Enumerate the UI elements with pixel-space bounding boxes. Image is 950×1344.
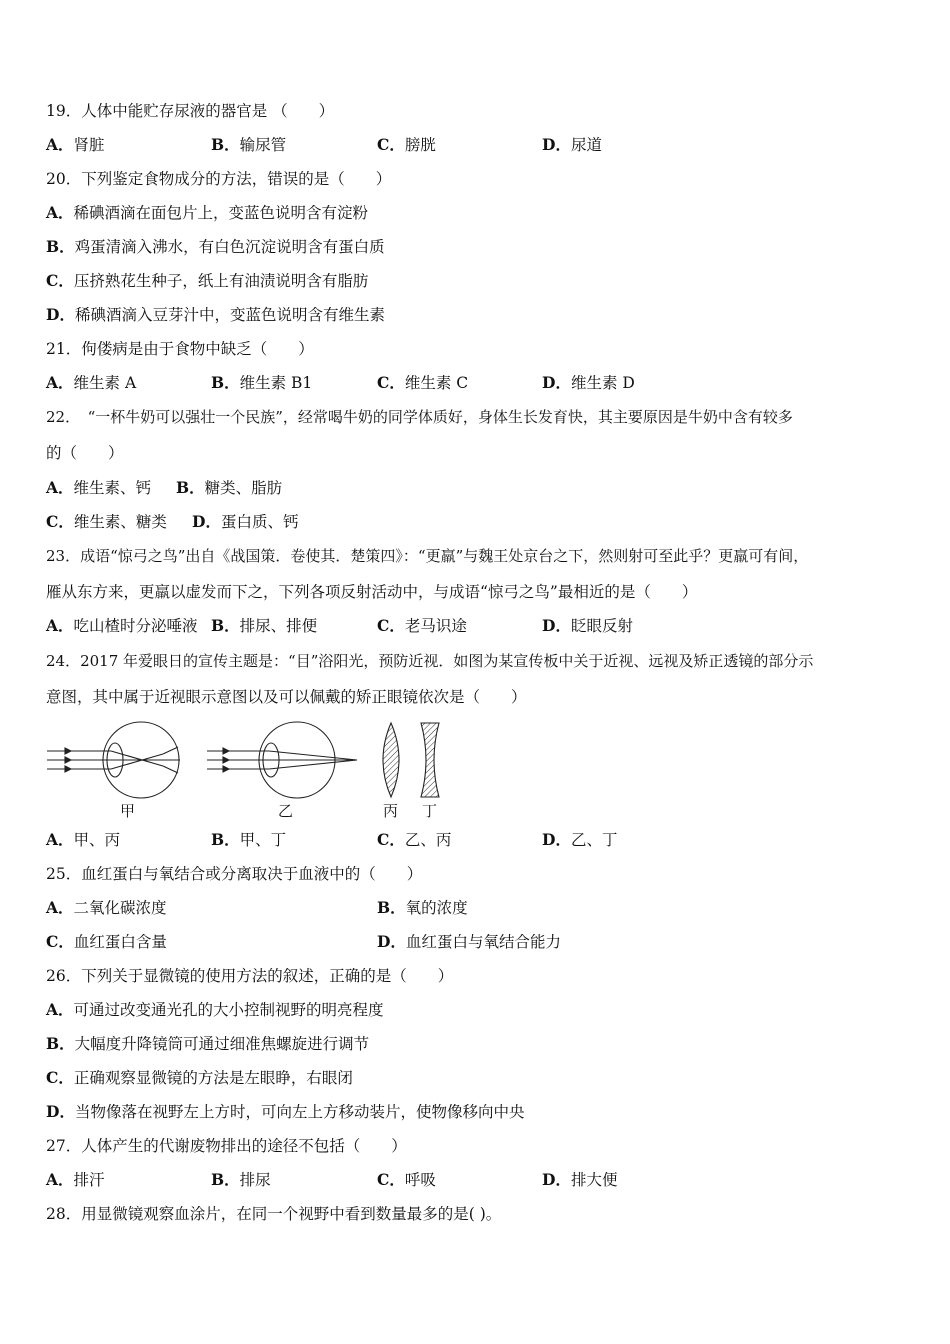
q23-stem-line2: 雁从东方来，更羸以虚发而下之，下列各项反射活动中，与成语“惊弓之鸟”最相近的是（ ） xyxy=(46,583,698,601)
q22-option-a xyxy=(46,478,151,498)
option-label: D． xyxy=(542,135,571,154)
q21-stem: 21．佝偻病是由于食物中缺乏（ ） xyxy=(46,340,314,358)
option-label: C． xyxy=(377,135,405,154)
option-label: D． xyxy=(46,305,75,324)
option-text: 维生素 B1 xyxy=(239,374,313,392)
option-text: 可通过改变通光孔的大小控制视野的明亮程度 xyxy=(73,1001,384,1019)
q26-stem: 26．下列关于显微镜的使用方法的叙述，正确的是（ ） xyxy=(46,967,454,985)
option-label: A． xyxy=(46,616,74,635)
option-label: D． xyxy=(542,1170,571,1189)
q24-option-a xyxy=(46,830,120,850)
hyperopia-eye-diagram xyxy=(207,722,357,798)
option-text: 排汗 xyxy=(73,1171,105,1189)
q24-option-d xyxy=(542,830,617,850)
q26-option-a xyxy=(46,1000,384,1020)
q25-option-d xyxy=(377,932,561,952)
option-text: 蛋白质、钙 xyxy=(220,513,299,531)
option-text: 大幅度升降镜筒可通过细准焦螺旋进行调节 xyxy=(74,1035,370,1053)
option-text: 排尿、排便 xyxy=(239,617,318,635)
option-label: A． xyxy=(46,1000,74,1019)
option-label: B． xyxy=(176,478,205,497)
q23-stem-line1: 23．成语“惊弓之鸟”出自《战国策．卷使其．楚策四》：“更羸”与魏王处京台之下，然则射可至此乎？更羸可有间， xyxy=(46,547,809,565)
q27-option-d xyxy=(542,1170,617,1190)
option-text: 当物像落在视野左上方时，可向左上方移动装片，使物像移向中央 xyxy=(74,1103,525,1121)
option-text: 肾脏 xyxy=(73,136,105,154)
option-label: C． xyxy=(377,1170,405,1189)
q19-option-a xyxy=(46,135,105,155)
option-label: A． xyxy=(46,203,74,222)
q19-option-c xyxy=(377,135,436,155)
option-text: 血红蛋白与氧结合能力 xyxy=(405,933,561,951)
option-text: 老马识途 xyxy=(404,617,467,635)
q22-option-c xyxy=(46,512,167,532)
option-text: 膀胱 xyxy=(404,136,436,154)
q20-option-c xyxy=(46,271,368,291)
q24-option-b xyxy=(211,830,286,850)
option-text: 血红蛋白含量 xyxy=(73,933,167,951)
q21-option-c xyxy=(377,373,468,393)
q26-option-b xyxy=(46,1034,369,1054)
q22-stem-line2: 的（ ） xyxy=(46,444,124,462)
q21-option-d xyxy=(542,373,635,393)
option-label: A． xyxy=(46,478,74,497)
option-label: B． xyxy=(211,616,240,635)
option-label: C． xyxy=(46,512,74,531)
q19-option-b xyxy=(211,135,286,155)
option-text: 维生素 C xyxy=(404,374,469,392)
option-text: 维生素 A xyxy=(73,374,137,392)
option-label: B． xyxy=(377,898,406,917)
q23-option-d xyxy=(542,616,633,636)
option-text: 糖类、脂肪 xyxy=(204,479,283,497)
option-text: 维生素、糖类 xyxy=(73,513,167,531)
convex-lens-icon xyxy=(383,723,399,797)
option-label: D． xyxy=(542,616,571,635)
option-label: B． xyxy=(46,1034,75,1053)
figure-label-bing: 丙 xyxy=(383,802,399,820)
option-label: D． xyxy=(46,1102,75,1121)
q27-option-a xyxy=(46,1170,105,1190)
q27-option-b xyxy=(211,1170,271,1190)
q25-stem: 25．血红蛋白与氧结合或分离取决于血液中的（ ） xyxy=(46,865,423,883)
option-label: C． xyxy=(46,932,74,951)
option-label: D． xyxy=(377,932,406,951)
option-label: A． xyxy=(46,898,74,917)
option-label: D． xyxy=(542,830,571,849)
q26-option-d xyxy=(46,1102,524,1122)
figure-label-jia: 甲 xyxy=(120,802,136,820)
option-label: B． xyxy=(211,373,240,392)
option-label: A． xyxy=(46,1170,74,1189)
option-label: D． xyxy=(192,512,221,531)
q23-option-c xyxy=(377,616,467,636)
option-text: 排大便 xyxy=(570,1171,618,1189)
option-label: C． xyxy=(377,616,405,635)
q25-option-c xyxy=(46,932,167,952)
q24-stem-line1: 24．2017 年爱眼日的宣传主题是：“目”浴阳光，预防近视．如图为某宣传板中关于近视、远视及矫正透镜的部分示 xyxy=(46,652,814,670)
option-text: 吃山楂时分泌唾液 xyxy=(73,617,198,635)
q20-option-b xyxy=(46,237,385,257)
option-text: 尿道 xyxy=(570,136,602,154)
option-text: 呼吸 xyxy=(404,1171,436,1189)
myopia-eye-diagram xyxy=(47,722,180,798)
option-text: 稀碘酒滴在面包片上，变蓝色说明含有淀粉 xyxy=(73,204,369,222)
option-label: D． xyxy=(542,373,571,392)
option-text: 排尿 xyxy=(239,1171,271,1189)
option-text: 正确观察显微镜的方法是左眼睁，右眼闭 xyxy=(73,1069,353,1087)
eye-lens-svg xyxy=(45,718,465,823)
concave-lens-icon xyxy=(421,723,439,797)
figure-label-ding: 丁 xyxy=(422,802,438,820)
q28-stem: 28．用显微镜观察血涂片，在同一个视野中看到数量最多的是( )。 xyxy=(46,1205,502,1223)
option-label: A． xyxy=(46,135,74,154)
q27-option-c xyxy=(377,1170,436,1190)
option-text: 氧的浓度 xyxy=(405,899,468,917)
option-text: 稀碘酒滴入豆芽汁中，变蓝色说明含有维生素 xyxy=(74,306,385,324)
option-label: B． xyxy=(211,830,240,849)
option-text: 乙、丁 xyxy=(570,831,618,849)
option-text: 维生素、钙 xyxy=(73,479,152,497)
q23-option-a xyxy=(46,616,198,636)
q26-option-c xyxy=(46,1068,353,1088)
q23-option-b xyxy=(211,616,317,636)
q20-option-a xyxy=(46,203,368,223)
figure-label-yi: 乙 xyxy=(278,802,294,820)
option-text: 乙、丙 xyxy=(404,831,452,849)
option-label: A． xyxy=(46,830,74,849)
q21-option-a xyxy=(46,373,136,393)
q19-option-d xyxy=(542,135,602,155)
q20-stem: 20．下列鉴定食物成分的方法，错误的是（ ） xyxy=(46,170,392,188)
option-text: 甲、丙 xyxy=(73,831,121,849)
q20-option-d xyxy=(46,305,385,325)
q21-option-b xyxy=(211,373,312,393)
q19-stem: 19．人体中能贮存尿液的器官是 （ ） xyxy=(46,102,335,120)
option-text: 二氧化碳浓度 xyxy=(73,899,167,917)
q22-option-b xyxy=(176,478,282,498)
eye-lens-diagram xyxy=(45,718,465,823)
option-text: 维生素 D xyxy=(570,374,635,392)
option-text: 眨眼反射 xyxy=(570,617,633,635)
q22-option-d xyxy=(192,512,298,532)
q25-option-a xyxy=(46,898,167,918)
option-label: C． xyxy=(377,830,405,849)
q27-stem: 27．人体产生的代谢废物排出的途径不包括（ ） xyxy=(46,1137,407,1155)
option-label: C． xyxy=(46,1068,74,1087)
option-label: B． xyxy=(211,1170,240,1189)
q24-stem-line2: 意图，其中属于近视眼示意图以及可以佩戴的矫正眼镜依次是（ ） xyxy=(46,688,527,706)
option-label: B． xyxy=(211,135,240,154)
option-label: C． xyxy=(46,271,74,290)
option-text: 压挤熟花生种子，纸上有油渍说明含有脂肪 xyxy=(73,272,369,290)
option-text: 甲、丁 xyxy=(239,831,287,849)
option-text: 输尿管 xyxy=(239,136,287,154)
option-label: A． xyxy=(46,373,74,392)
q22-stem-line1: 22． “一杯牛奶可以强壮一个民族”，经常喝牛奶的同学体质好，身体生长发育快，其主要原因是牛奶中含有较多 xyxy=(46,408,793,426)
option-label: B． xyxy=(46,237,75,256)
option-label: C． xyxy=(377,373,405,392)
q24-option-c xyxy=(377,830,451,850)
option-text: 鸡蛋清滴入沸水，有白色沉淀说明含有蛋白质 xyxy=(74,238,385,256)
q25-option-b xyxy=(377,898,468,918)
